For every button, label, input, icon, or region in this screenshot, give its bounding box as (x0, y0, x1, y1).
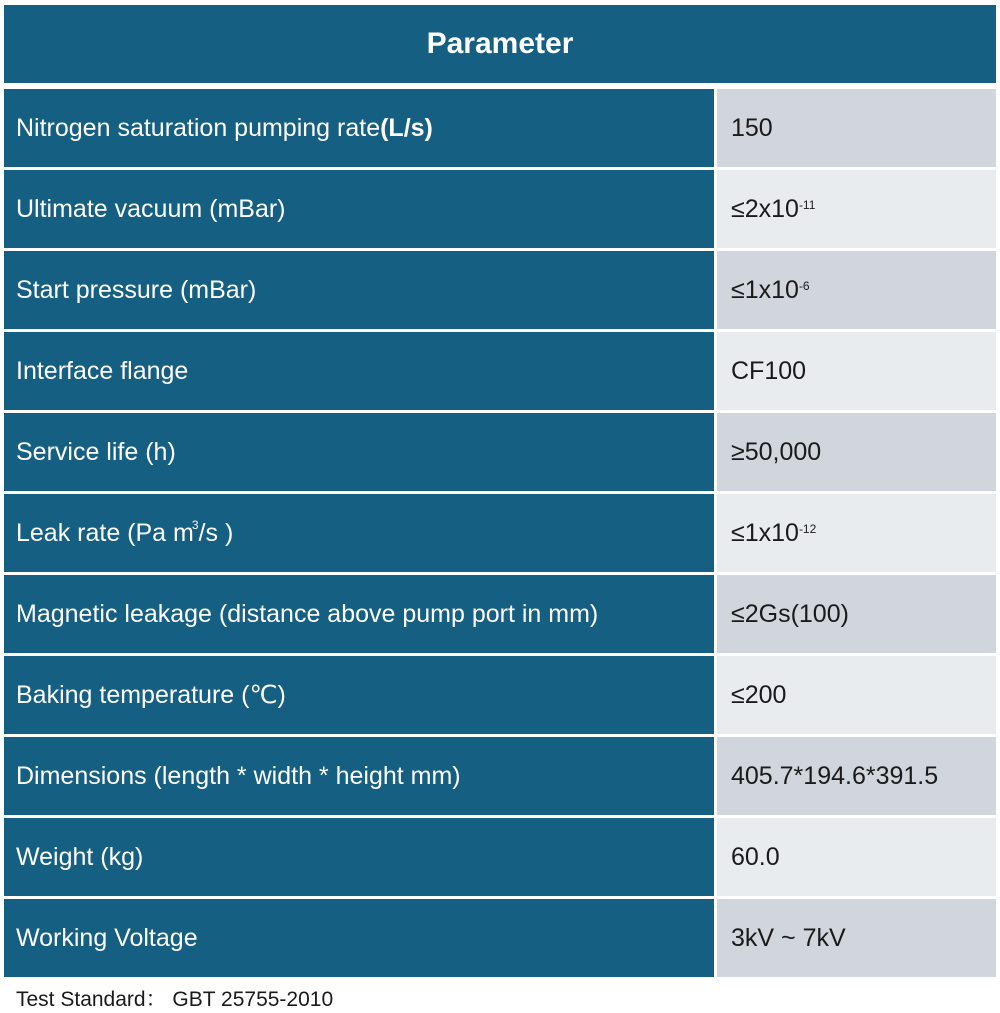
param-label: Ultimate vacuum (mBar) (4, 170, 714, 248)
table-row (4, 818, 996, 896)
param-value: 150 (717, 89, 996, 167)
param-value: ≤2x10 $^{-11}$ (717, 170, 996, 248)
param-label: Dimensions (length * width * height mm) (4, 737, 714, 815)
param-value: CF100 (717, 332, 996, 410)
table-row (4, 575, 996, 653)
param-value: 3kV ~ 7kV (717, 899, 996, 977)
table-row (4, 494, 996, 572)
param-value: ≤2Gs(100) (717, 575, 996, 653)
exponent: -6 (798, 279, 810, 293)
param-label: Magnetic leakage (distance above pump port in mm) (4, 575, 714, 653)
exponent: -12 (798, 522, 817, 536)
table-row (4, 89, 996, 167)
param-label: Interface flange (4, 332, 714, 410)
param-label: Baking temperature (℃) (4, 656, 714, 734)
param-label: Leak rate (Pa m 3 /s ) (4, 494, 714, 572)
parameter-table (4, 89, 996, 977)
exponent: 3 (191, 518, 199, 532)
param-value: ≤1x10 $^{-12}$ (717, 494, 996, 572)
param-value: ≥50,000 (717, 413, 996, 491)
table-row (4, 899, 996, 977)
param-value: ≤1x10 $^{-6}$ (717, 251, 996, 329)
param-value: 60.0 (717, 818, 996, 896)
table-row (4, 170, 996, 248)
test-standard-note: Test Standard： GBT 25755-2010 (16, 988, 334, 1011)
table-header (4, 5, 996, 83)
param-value: ≤200 (717, 656, 996, 734)
table-row (4, 413, 996, 491)
param-label: Weight (kg) (4, 818, 714, 896)
param-label: Nitrogen saturation pumping rate (L/s) (4, 89, 714, 167)
param-value: 405.7*194.6*391.5 (717, 737, 996, 815)
param-label: Working Voltage (4, 899, 714, 977)
table-row (4, 656, 996, 734)
param-label: Start pressure (mBar) (4, 251, 714, 329)
table-row (4, 332, 996, 410)
table-title: Parameter (426, 27, 574, 60)
table-row (4, 737, 996, 815)
param-label: Service life (h) (4, 413, 714, 491)
table-row (4, 251, 996, 329)
exponent: -11 (798, 198, 816, 212)
